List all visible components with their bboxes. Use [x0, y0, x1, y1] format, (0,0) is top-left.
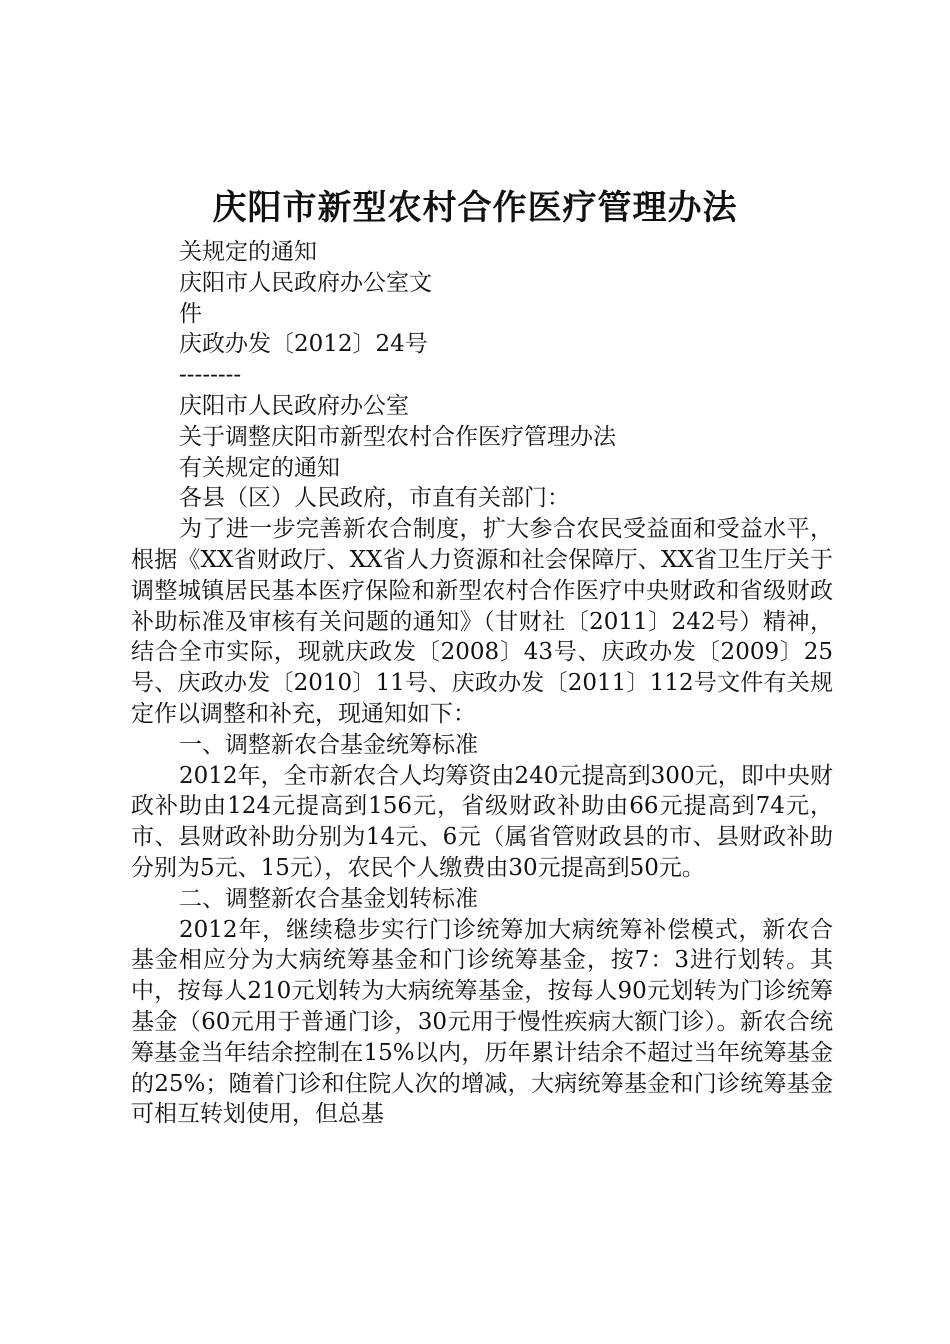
document-title: 庆阳市新型农村合作医疗管理办法: [212, 188, 738, 228]
section-paragraph: 2012年，全市新农合人均筹资由240元提高到300元，即中央财政补助由124元提高到156元，省级财政补助由66元提高到74元，市、县财政补助分别为14元、6元（属省管财政县的市、县财政补助分别为5元、15元），农民个人缴费由30元提高到50元。: [131, 762, 833, 881]
section-paragraph: 2012年，继续稳步实行门诊统筹加大病统筹补偿模式，新农合基金相应分为大病统筹基金和门诊统筹基金，按7：3进行划转。其中，按每人210元划转为大病统筹基金，按每人90元划转为门诊统筹基金（60元用于普通门诊，30元用于慢性疾病大额门诊）。新农合统筹基金当年结余控制在15%以内，历年累计结余不超过当年统筹基金的25%；随着门诊和住院人次的增减，大病统筹基金和门诊统筹基金可相互转划使用，但总基: [131, 916, 833, 1128]
header-line: 件: [179, 300, 202, 327]
notice-subject: 关于调整庆阳市新型农村合作医疗管理办法: [179, 423, 616, 450]
section-heading: 二、调整新农合基金划转标准: [179, 885, 478, 912]
header-line: 庆阳市人民政府办公室文: [179, 269, 432, 296]
issuer: 庆阳市人民政府办公室: [179, 392, 409, 419]
document-body: [131, 237, 833, 1130]
document-number: 庆政办发〔2012〕24号: [179, 331, 428, 358]
notice-subject: 有关规定的通知: [179, 454, 340, 481]
header-line: 关规定的通知: [179, 239, 317, 265]
separator-line: --------: [179, 362, 242, 389]
intro-paragraph: 为了进一步完善新农合制度，扩大参合农民受益面和受益水平，根据《XX省财政厅、XX省人力资源和社会保障厅、XX省卫生厅关于调整城镇居民基本医疗保险和新型农村合作医疗中央财政和省级财政补助标准及审核有关问题的通知》（甘财社〔2011〕242号）精神，结合全市实际，现就庆政发〔2008〕43号、庆政办发〔2009〕25号、庆政办发〔2010〕11号、庆政办发〔2011〕112号文件有关规定作以调整和补充，现通知如下：: [131, 516, 833, 727]
recipients: 各县（区）人民政府，市直有关部门：: [179, 485, 570, 512]
section-heading: 一、调整新农合基金统筹标准: [179, 731, 478, 758]
